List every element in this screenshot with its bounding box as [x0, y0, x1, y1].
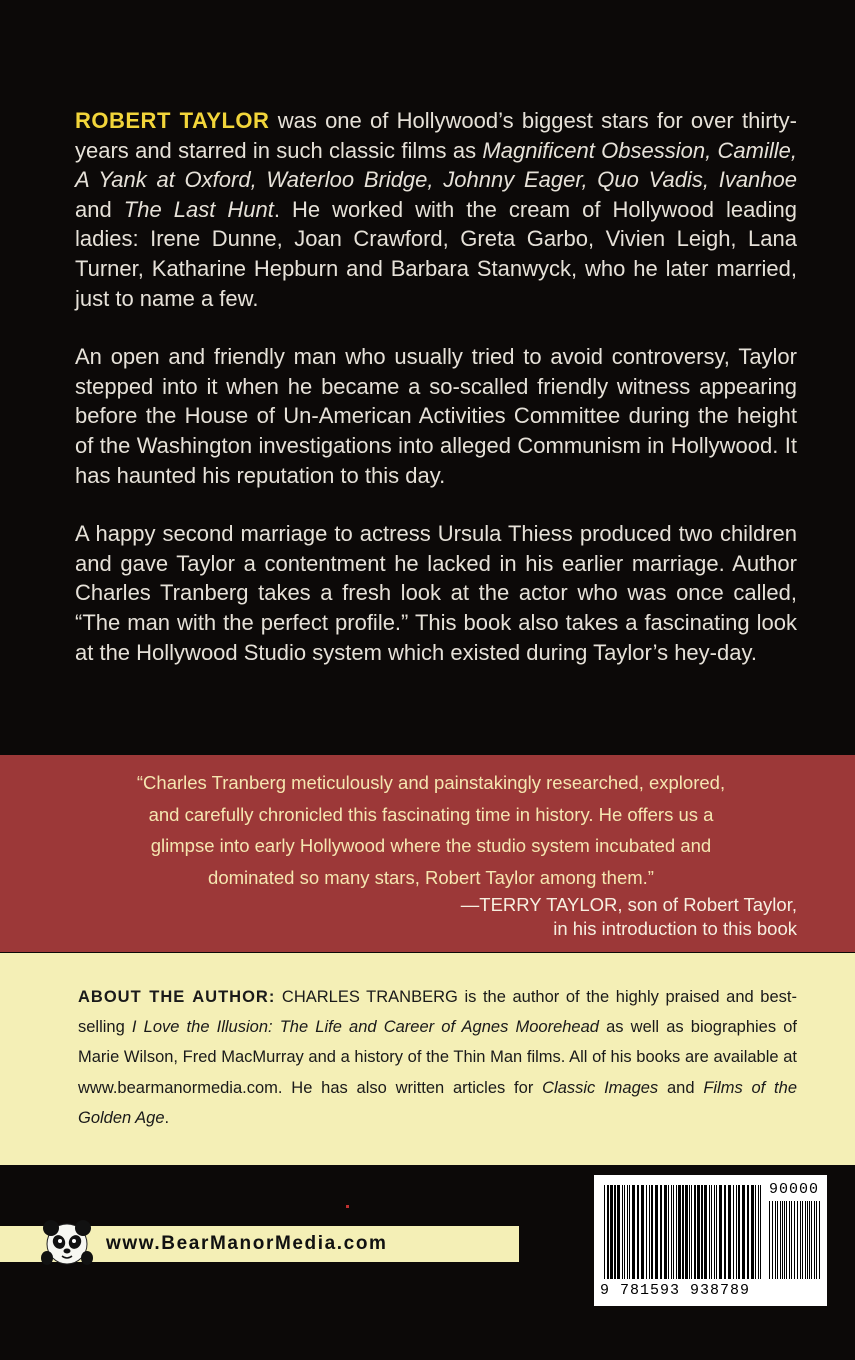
- barcode-bar: [651, 1185, 653, 1279]
- barcode-bar: [736, 1185, 737, 1279]
- book-description: [75, 106, 797, 696]
- barcode-bar: [697, 1185, 700, 1279]
- about-text: and: [658, 1078, 704, 1097]
- barcode-bar: [719, 1185, 722, 1279]
- barcode-bar: [617, 1185, 620, 1279]
- barcode-bar: [676, 1185, 677, 1279]
- barcode-bar: [802, 1201, 803, 1279]
- barcode-bar: [782, 1201, 783, 1279]
- barcode-bar: [728, 1185, 731, 1279]
- barcode-bar: [691, 1185, 692, 1279]
- barcode-bar: [629, 1185, 630, 1279]
- barcode-bar: [716, 1185, 717, 1279]
- publication-title: Classic Images: [542, 1078, 659, 1097]
- barcode-bar: [637, 1185, 639, 1279]
- barcode-bar: [769, 1201, 770, 1279]
- barcode-bar: [711, 1185, 712, 1279]
- barcode-bar: [786, 1201, 787, 1279]
- barcode-bar: [755, 1185, 756, 1279]
- barcode-bar: [649, 1185, 650, 1279]
- quote-line: glimpse into early Hollywood where the studio system incubated and: [150, 835, 712, 857]
- barcode-bar: [622, 1185, 623, 1279]
- about-text: .: [164, 1108, 170, 1127]
- description-text: was one of Hollywood’s biggest stars for over thirty-years and starred in such classic films as: [75, 108, 797, 163]
- barcode-bar: [668, 1185, 669, 1279]
- barcode-bar: [671, 1185, 672, 1279]
- barcode-bar: [784, 1201, 785, 1279]
- subject-name: ROBERT TAYLOR: [75, 108, 270, 133]
- barcode-bar: [805, 1201, 806, 1279]
- barcode-bar: [747, 1185, 749, 1279]
- barcode-bar: [709, 1185, 710, 1279]
- barcode-bar: [814, 1201, 815, 1279]
- isbn-number: 9 781593 938789: [600, 1282, 751, 1299]
- decorative-dot: [346, 1205, 349, 1208]
- barcode-bar: [689, 1185, 690, 1279]
- description-paragraph-2: An open and friendly man who usually tried to avoid controversy, Taylor stepped into it when he became a so-scalled friendly witness appearing before the House of Un-American Activities Committee during the height of the Washington investigations into alleged Communism in Hollywood. It has haunted his reputation to this day.: [75, 344, 797, 488]
- barcode-bar: [655, 1185, 658, 1279]
- barcode-bar: [604, 1185, 605, 1279]
- barcode-bar: [789, 1201, 790, 1279]
- barcode-bar: [807, 1201, 808, 1279]
- barcode-bar: [816, 1201, 817, 1279]
- barcode-bar: [809, 1201, 810, 1279]
- book-title: I Love the Illusion: The Life and Career of Agnes Moorehead: [131, 1018, 599, 1037]
- barcode-bar: [624, 1185, 625, 1279]
- barcode-bar: [819, 1201, 820, 1279]
- barcode-bar: [660, 1185, 662, 1279]
- description-text: . He worked with the cream of Hollywood leading ladies: Irene Dunne, Joan Crawford, Greta Garbo, Vivien Leigh, Lana Turner, Katharine Hepburn and Barbara Stanwyck, who he later married, just to name a few.: [75, 196, 797, 311]
- barcode-bar: [775, 1201, 776, 1279]
- description-paragraph-1: [75, 106, 797, 313]
- quote-line: “Charles Tranberg meticulously and painstakingly researched, explored,: [136, 772, 726, 793]
- barcode-bar: [742, 1185, 745, 1279]
- quote-line: dominated so many stars, Robert Taylor among them.”: [208, 866, 654, 888]
- barcode-bar: [627, 1185, 628, 1279]
- attribution-line: in his introduction to this book: [553, 918, 797, 939]
- barcode-bar: [678, 1185, 681, 1279]
- about-label: ABOUT THE AUTHOR:: [78, 988, 276, 1006]
- film-titles: Magnificent Obsession, Camille, A Yank at Oxford, Waterloo Bridge, Johnny Eager, Quo Vadis, Ivanhoe: [75, 137, 797, 193]
- barcode-bar: [760, 1185, 761, 1279]
- film-title: The Last Hunt: [123, 196, 274, 222]
- barcode-bar: [811, 1201, 812, 1279]
- publication-title: Films of the Golden Age: [78, 1078, 797, 1127]
- barcode-bar: [682, 1185, 684, 1279]
- barcode-bar: [758, 1185, 759, 1279]
- barcode-bar: [664, 1185, 667, 1279]
- barcode-bar: [641, 1185, 644, 1279]
- barcode-bar: [797, 1201, 798, 1279]
- attribution-line: —TERRY TAYLOR, son of Robert Taylor,: [460, 894, 797, 915]
- description-paragraph-3: A happy second marriage to actress Ursula Thiess produced two children and gave Taylor a contentment he lacked in his earlier marriage. Author Charles Tranberg takes a fresh look at the actor who was once called, “The man with the perfect profile.” This book also takes a fascinating look at the Hollywood Studio system which existed during Taylor’s hey-day.: [75, 521, 797, 665]
- description-text: and: [75, 196, 124, 222]
- barcode-bar: [724, 1185, 726, 1279]
- publisher-website-link[interactable]: www.BearManorMedia.com: [106, 1233, 388, 1254]
- barcode-bar: [714, 1185, 715, 1279]
- barcode-bar: [794, 1201, 795, 1279]
- barcode-bar: [772, 1201, 773, 1279]
- about-author: [78, 982, 797, 1133]
- quote-attribution: [300, 893, 797, 941]
- quote-line: and carefully chronicled this fascinating time in history. He offers us a: [148, 803, 714, 825]
- price-code: 90000: [768, 1181, 819, 1198]
- endorsement-quote: [66, 767, 796, 893]
- barcode-bar: [610, 1185, 613, 1279]
- about-text: as well as biographies of Marie Wilson, Fred MacMurray and a history of the Thin Man films. All of his books are available at www.bearmanormedia.com. He has also written articles for: [78, 1018, 797, 1097]
- barcode-bar: [646, 1185, 647, 1279]
- barcode-bar: [780, 1201, 781, 1279]
- barcode-bar: [733, 1185, 734, 1279]
- isbn-barcode: [594, 1175, 827, 1306]
- barcode-bar: [800, 1201, 801, 1279]
- about-text: CHARLES TRANBERG is the author of the highly praised and best-selling: [78, 988, 797, 1037]
- barcode-bar: [694, 1185, 696, 1279]
- barcode-bar: [777, 1201, 778, 1279]
- panda-icon: [40, 1216, 94, 1268]
- barcode-bar: [791, 1201, 792, 1279]
- barcode-bar: [673, 1185, 674, 1279]
- barcode-bar: [738, 1185, 740, 1279]
- barcode-bar: [632, 1185, 635, 1279]
- barcode-bar: [704, 1185, 707, 1279]
- barcode-bar: [685, 1185, 688, 1279]
- barcode-bar: [607, 1185, 609, 1279]
- barcode-bar: [751, 1185, 754, 1279]
- barcode-bar: [614, 1185, 616, 1279]
- barcode-bar: [701, 1185, 703, 1279]
